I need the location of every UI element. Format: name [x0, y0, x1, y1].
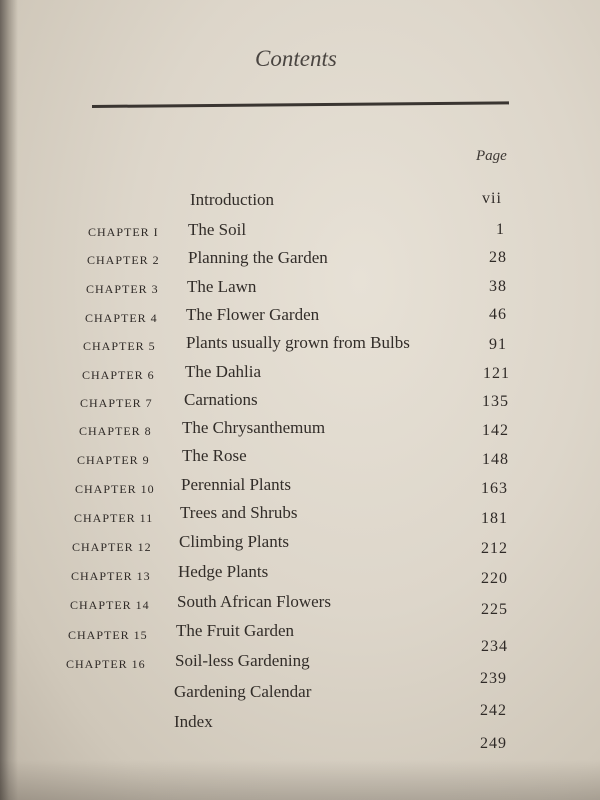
toc-chapter-label: CHAPTER 7: [80, 396, 153, 410]
toc-entry-page: 28: [489, 249, 507, 266]
toc-chapter-label: CHAPTER 12: [72, 540, 152, 554]
toc-chapter-label: CHAPTER 3: [86, 282, 159, 296]
toc-entry-page: 212: [481, 540, 508, 557]
toc-chapter-label: CHAPTER I: [88, 225, 159, 239]
toc-entry-page: 239: [480, 670, 507, 687]
toc-entry-title: The Chrysanthemum: [182, 418, 326, 437]
toc-entry-page: 163: [481, 480, 508, 497]
toc-chapter-label: CHAPTER 10: [75, 482, 155, 496]
toc-chapter-label: CHAPTER 8: [79, 424, 152, 438]
toc-entry-title: Planning the Garden: [188, 248, 328, 267]
toc-entry-page: 121: [483, 365, 510, 382]
toc-entry-page: 91: [489, 336, 507, 353]
toc-entry-title: The Dahlia: [185, 362, 261, 381]
toc-chapter-label: CHAPTER 5: [83, 339, 156, 353]
toc-entry-page: 181: [481, 510, 508, 527]
toc-entry-page: 225: [481, 601, 508, 618]
toc-entry-title: Carnations: [184, 390, 258, 409]
toc-entry-page: 220: [481, 570, 508, 587]
toc-chapter-label: CHAPTER 14: [70, 598, 150, 612]
toc-chapter-label: CHAPTER 6: [82, 368, 155, 382]
toc-entry-title: Hedge Plants: [178, 562, 269, 581]
toc-entry-title: South African Flowers: [177, 592, 331, 611]
page-column-label: Page: [476, 148, 507, 164]
toc-entry-page: 148: [482, 451, 509, 468]
contents-heading: Contents: [255, 46, 337, 71]
toc-chapter-label: CHAPTER 16: [66, 657, 146, 671]
toc-chapter-label: CHAPTER 13: [71, 569, 151, 583]
toc-chapter-label: CHAPTER 9: [77, 453, 150, 467]
toc-entry-title: The Soil: [188, 220, 247, 239]
toc-entry-title: Climbing Plants: [179, 532, 290, 551]
toc-entry-title: Index: [174, 712, 213, 731]
toc-entry-page: 242: [480, 702, 507, 719]
toc-chapter-label: CHAPTER 11: [74, 511, 154, 525]
toc-chapter-label: CHAPTER 4: [85, 311, 158, 325]
toc-entry-title: The Rose: [182, 446, 247, 465]
toc-entry-page: 142: [482, 422, 509, 439]
toc-entry-title: Gardening Calendar: [174, 682, 312, 701]
toc-entry-title: The Flower Garden: [186, 305, 320, 324]
toc-chapter-label: CHAPTER 15: [68, 628, 148, 642]
toc-entry-title: The Fruit Garden: [176, 621, 295, 640]
toc-entry-title: The Lawn: [187, 277, 257, 296]
toc-entry-page: 234: [481, 638, 508, 655]
heading-rule: [92, 101, 509, 108]
toc-entry-title: Plants usually grown from Bulbs: [186, 333, 410, 352]
toc-entry-page: 46: [489, 306, 507, 323]
toc-entry-page: 1: [496, 221, 505, 238]
toc-entry-page: 249: [480, 735, 507, 752]
toc-entry-page: vii: [482, 190, 502, 207]
toc-chapter-label: CHAPTER 2: [87, 253, 160, 267]
toc-entry-page: 135: [482, 393, 509, 410]
toc-entry-title: Perennial Plants: [181, 475, 292, 494]
toc-entry-title: Soil-less Gardening: [175, 651, 310, 670]
toc-entry-page: 38: [489, 278, 507, 295]
toc-entry-title: Trees and Shrubs: [180, 503, 298, 522]
toc-entry-title: Introduction: [190, 190, 275, 209]
